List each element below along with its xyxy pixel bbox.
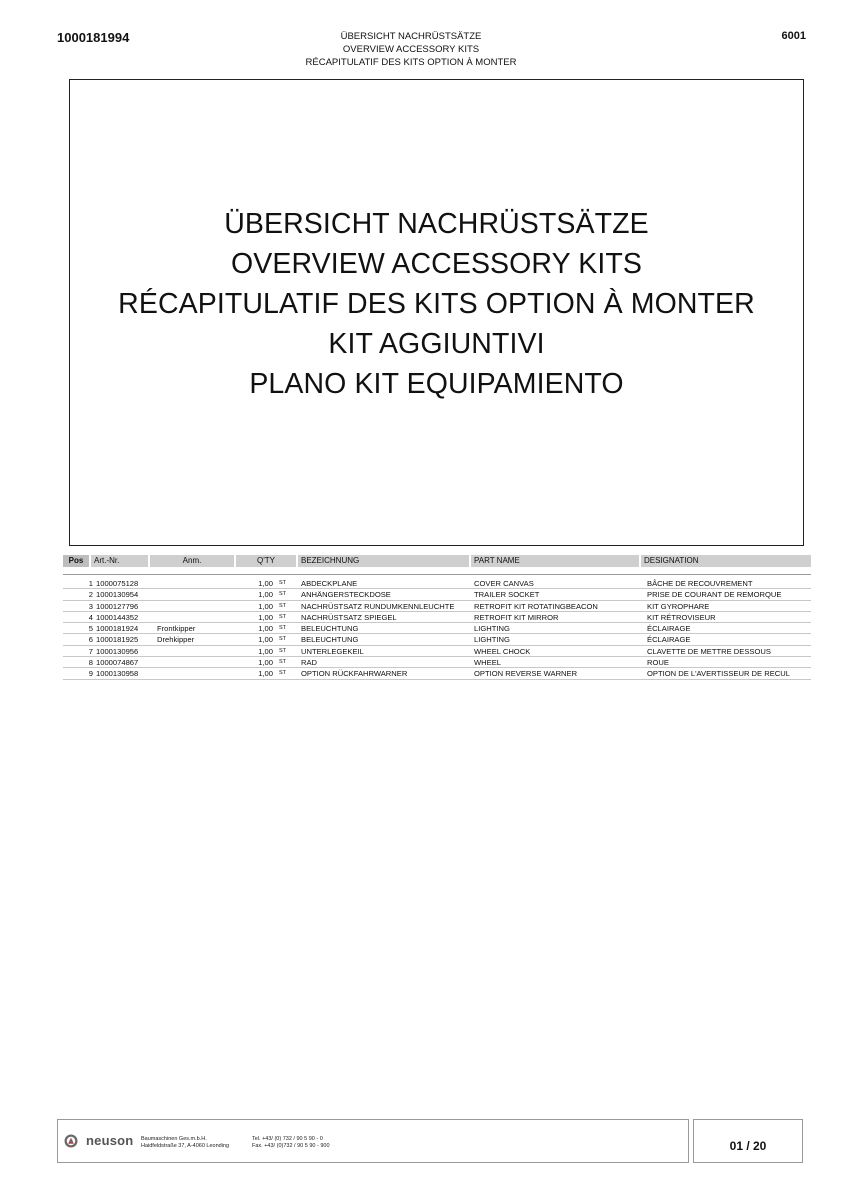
row-art-nr: 1000181925 <box>96 635 139 645</box>
row-art-nr: 1000127796 <box>96 601 139 611</box>
row-qty: 1,00 <box>258 624 273 634</box>
table-separator-line <box>63 574 811 575</box>
table-row <box>63 589 811 600</box>
row-pos: 5 <box>88 624 93 634</box>
row-designation: BÂCHE DE RECOUVREMENT <box>647 579 753 588</box>
table-row <box>63 612 811 623</box>
row-bezeichnung: ANHÄNGERSTECKDOSE <box>301 590 391 600</box>
parts-table-header <box>63 555 811 567</box>
cover-title-fr: RÉCAPITULATIF DES KITS OPTION À MONTER <box>118 288 755 320</box>
cover-title-es: PLANO KIT EQUIPAMIENTO <box>249 368 624 400</box>
company-name: Baumaschinen Ges.m.b.H. <box>141 1136 207 1142</box>
row-part-name: RETROFIT KIT ROTATINGBEACON <box>474 601 598 611</box>
table-row <box>63 668 811 679</box>
row-part-name: RETROFIT KIT MIRROR <box>474 612 559 622</box>
row-unit: ST <box>279 659 287 666</box>
row-bezeichnung: NACHRÜSTSATZ RUNDUMKENNLEUCHTE <box>301 601 455 611</box>
row-art-nr: 1000181924 <box>96 624 139 634</box>
footer-company-box <box>57 1119 689 1163</box>
page-number-box <box>693 1119 803 1163</box>
company-street: Haidfeldstraße 37, A-4060 Leonding <box>141 1143 230 1149</box>
row-unit: ST <box>279 670 287 677</box>
row-qty: 1,00 <box>258 579 273 588</box>
row-unit: ST <box>279 580 287 586</box>
row-qty: 1,00 <box>258 658 273 668</box>
row-designation: ROUE <box>647 658 669 668</box>
row-art-nr: 1000074867 <box>96 658 139 668</box>
table-row <box>63 646 811 657</box>
column-header-part-name: PART NAME <box>471 555 639 567</box>
row-art-nr: 1000130956 <box>96 646 139 656</box>
row-part-name: WHEEL CHOCK <box>474 646 531 656</box>
neuson-logo-text: neuson <box>86 1133 134 1148</box>
row-qty: 1,00 <box>258 669 273 679</box>
row-bezeichnung: RAD <box>301 658 318 668</box>
company-contact <box>252 1136 330 1150</box>
row-qty: 1,00 <box>258 635 273 645</box>
cover-title-lines <box>70 204 803 404</box>
row-part-name: COVER CANVAS <box>474 579 534 588</box>
cover-title-box <box>69 79 804 546</box>
column-header-bezeichnung: BEZEICHNUNG <box>298 555 469 567</box>
header-title-fr: RÉCAPITULATIF DES KITS OPTION À MONTER <box>305 57 517 68</box>
column-header-pos: Pos <box>63 555 89 567</box>
row-designation: OPTION DE L'AVERTISSEUR DE RECUL <box>647 669 790 679</box>
company-address <box>141 1136 229 1150</box>
company-tel: Tel. +43/ (0) 732 / 90 5 90 - 0 <box>252 1136 323 1142</box>
row-unit: ST <box>279 647 287 654</box>
header-title-de: ÜBERSICHT NACHRÜSTSÄTZE <box>340 31 482 42</box>
header-title-en: OVERVIEW ACCESSORY KITS <box>342 44 480 55</box>
row-qty: 1,00 <box>258 646 273 656</box>
cover-title-en: OVERVIEW ACCESSORY KITS <box>231 248 642 280</box>
parts-table-body <box>63 578 811 680</box>
table-row <box>63 578 811 589</box>
row-bezeichnung: BELEUCHTUNG <box>301 624 359 634</box>
row-designation: CLAVETTE DE METTRE DESSOUS <box>647 646 771 656</box>
row-art-nr: 1000130958 <box>96 669 139 679</box>
row-unit: ST <box>279 591 287 598</box>
row-bezeichnung: ABDECKPLANE <box>301 579 358 588</box>
row-bezeichnung: UNTERLEGEKEIL <box>301 646 364 656</box>
row-bezeichnung: NACHRÜSTSATZ SPIEGEL <box>301 612 397 622</box>
table-row <box>63 657 811 668</box>
row-pos: 6 <box>88 635 93 645</box>
page-number: 01 / 20 <box>729 1139 767 1153</box>
row-pos: 1 <box>88 579 93 588</box>
column-header-anm: Anm. <box>150 555 234 567</box>
row-anm: Frontkipper <box>157 624 196 634</box>
document-number: 1000181994 <box>57 30 130 45</box>
row-pos: 7 <box>88 646 93 656</box>
neuson-logo-icon <box>64 1134 78 1148</box>
row-part-name: OPTION REVERSE WARNER <box>474 669 578 679</box>
document-code: 6001 <box>781 30 806 42</box>
row-part-name: WHEEL <box>474 658 502 668</box>
row-art-nr: 1000144352 <box>96 612 139 622</box>
row-bezeichnung: BELEUCHTUNG <box>301 635 359 645</box>
cover-title-de: ÜBERSICHT NACHRÜSTSÄTZE <box>224 208 649 240</box>
row-unit: ST <box>279 613 287 620</box>
row-qty: 1,00 <box>258 601 273 611</box>
row-designation: PRISE DE COURANT DE REMORQUE <box>647 590 782 600</box>
column-header-art-nr: Art.-Nr. <box>91 555 148 567</box>
row-pos: 8 <box>88 658 93 668</box>
table-row <box>63 634 811 645</box>
table-row <box>63 623 811 634</box>
row-unit: ST <box>279 602 287 609</box>
row-designation: KIT RÉTROVISEUR <box>647 612 716 622</box>
row-designation: ÉCLAIRAGE <box>647 624 691 634</box>
row-pos: 4 <box>88 612 93 622</box>
row-pos: 3 <box>88 601 93 611</box>
row-unit: ST <box>279 625 287 632</box>
row-part-name: LIGHTING <box>474 635 510 645</box>
column-header-qty: Q'TY <box>236 555 296 567</box>
table-row <box>63 601 811 612</box>
row-anm: Drehkipper <box>157 635 195 645</box>
row-art-nr: 1000130954 <box>96 590 139 600</box>
row-bezeichnung: OPTION RÜCKFAHRWARNER <box>301 669 408 679</box>
row-qty: 1,00 <box>258 612 273 622</box>
row-unit: ST <box>279 636 287 643</box>
document-titles <box>230 30 592 69</box>
row-designation: ÉCLAIRAGE <box>647 635 691 645</box>
row-pos: 2 <box>88 590 93 600</box>
row-part-name: LIGHTING <box>474 624 510 634</box>
row-designation: KIT GYROPHARE <box>647 601 710 611</box>
column-header-designation: DESIGNATION <box>641 555 811 567</box>
row-art-nr: 1000075128 <box>96 579 139 588</box>
row-part-name: TRAILER SOCKET <box>474 590 540 600</box>
company-fax: Fax. +43/ (0)732 / 90 5 90 - 900 <box>252 1143 330 1149</box>
cover-title-it: KIT AGGIUNTIVI <box>328 328 545 360</box>
row-qty: 1,00 <box>258 590 273 600</box>
row-pos: 9 <box>88 669 93 679</box>
